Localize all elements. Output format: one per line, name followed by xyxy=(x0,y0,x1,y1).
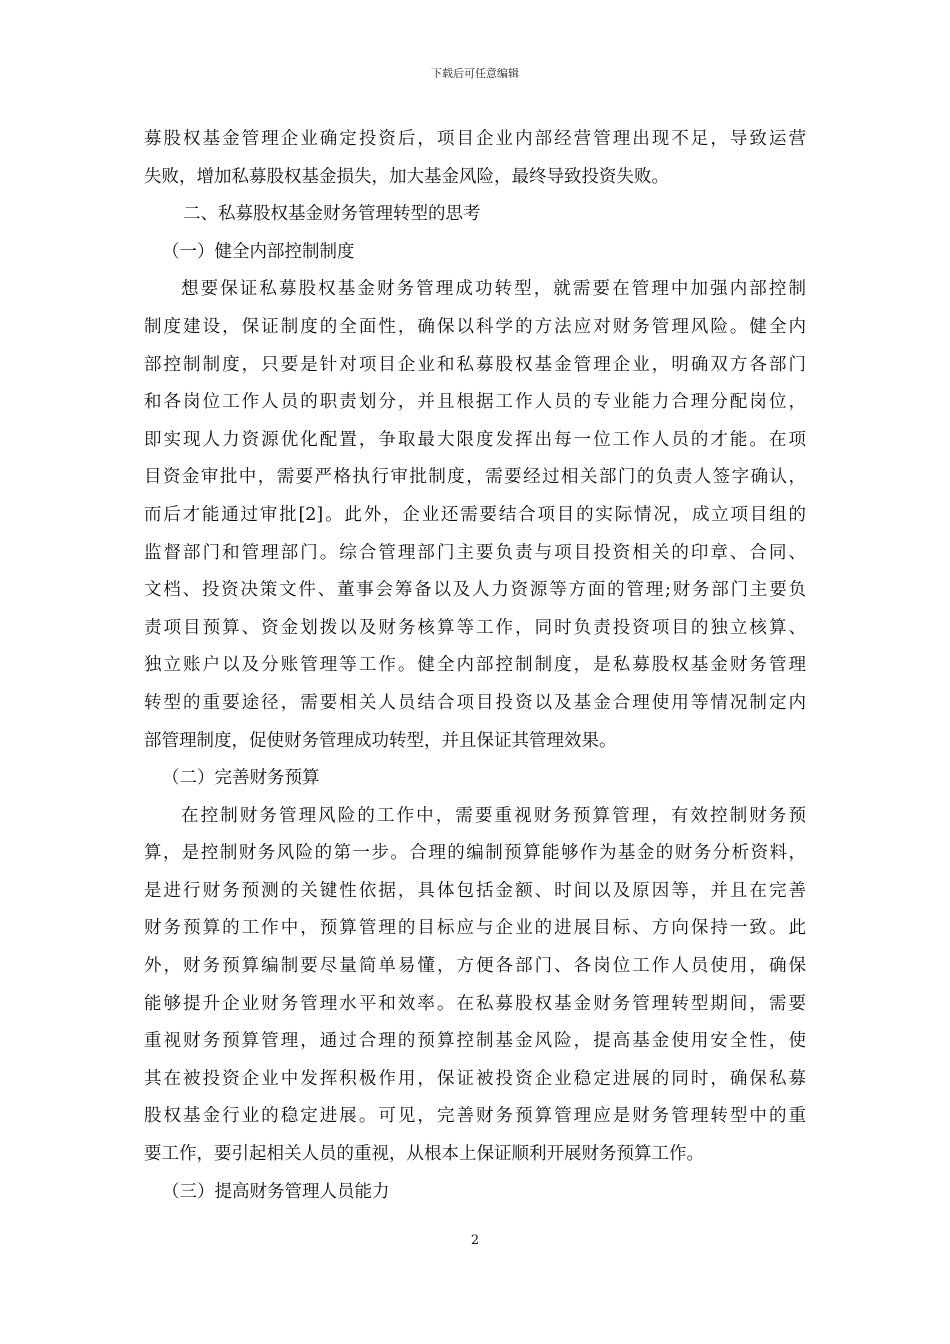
body-line: 独立账户以及分账管理等工作。健全内部控制制度，是私募股权基金财务管理 xyxy=(144,655,806,676)
body-line: 部控制制度，只要是针对项目企业和私募股权基金管理企业，明确双方各部门 xyxy=(144,354,806,375)
body-line: 目资金审批中，需要严格执行审批制度，需要经过相关部门的负责人签字确认， xyxy=(144,467,806,488)
body-line: 监督部门和管理部门。综合管理部门主要负责与项目投资相关的印章、合同、 xyxy=(144,542,806,563)
body-line: 制度建设，保证制度的全面性，确保以科学的方法应对财务管理风险。健全内 xyxy=(144,316,806,337)
body-line: 募股权基金管理企业确定投资后，项目企业内部经营管理出现不足，导致运营 xyxy=(144,129,806,149)
body-line: 要工作，要引起相关人员的重视，从根本上保证顺利开展财务预算工作。 xyxy=(144,1144,704,1165)
body-line: 和各岗位工作人员的职责划分，并且根据工作人员的专业能力合理分配岗位， xyxy=(144,392,806,413)
body-line: 重视财务预算管理，通过合理的预算控制基金风险，提高基金使用安全性，使 xyxy=(144,1031,806,1052)
body-line: 文档、投资决策文件、董事会筹备以及人力资源等方面的管理;财务部门主要负 xyxy=(144,580,806,601)
subsection-heading: （三）提高财务管理人员能力 xyxy=(162,1181,390,1202)
body-line: 失败，增加私募股权基金损失，加大基金风险，最终导致投资失败。 xyxy=(144,166,669,187)
body-line: 而后才能通过审批[2]。此外，企业还需要结合项目的实际情况，成立项目组的 xyxy=(144,504,806,525)
subsection-heading: （二）完善财务预算 xyxy=(162,768,320,789)
body-line: 即实现人力资源优化配置，争取最大限度发挥出每一位工作人员的才能。在项 xyxy=(144,429,806,450)
body-line: 外，财务预算编制要尽量简单易懂，方便各部门、各岗位工作人员使用，确保 xyxy=(144,956,806,977)
page-number: 2 xyxy=(470,1233,480,1248)
body-line: 部管理制度，促使财务管理成功转型，并且保证其管理效果。 xyxy=(144,730,617,751)
body-line: 其在被投资企业中发挥积极作用，保证被投资企业稳定进展的同时，确保私募 xyxy=(144,1068,806,1089)
body-line: 是进行财务预测的关键性依据，具体包括金额、时间以及原因等，并且在完善 xyxy=(144,880,806,901)
body-line: 能够提升企业财务管理水平和效率。在私募股权基金财务管理转型期间，需要 xyxy=(144,993,806,1014)
body-line: 转型的重要途径，需要相关人员结合项目投资以及基金合理使用等情况制定内 xyxy=(144,692,806,713)
subsection-heading: （一）健全内部控制制度 xyxy=(162,241,355,262)
body-line: 在控制财务管理风险的工作中，需要重视财务预算管理，有效控制财务预 xyxy=(181,805,806,826)
body-line: 股权基金行业的稳定进展。可见，完善财务预算管理应是财务管理转型中的重 xyxy=(144,1106,806,1127)
document-body xyxy=(144,121,806,1211)
body-line: 财务预算的工作中，预算管理的目标应与企业的进展目标、方向保持一致。此 xyxy=(144,918,806,939)
body-line: 算，是控制财务风险的第一步。合理的编制预算能够作为基金的财务分析资料， xyxy=(144,843,806,864)
section-heading: 二、私募股权基金财务管理转型的思考 xyxy=(183,204,481,225)
page-header-note: 下载后可任意编辑 xyxy=(431,67,519,80)
body-line: 责项目预算、资金划拨以及财务核算等工作，同时负责投资项目的独立核算、 xyxy=(144,617,806,638)
body-line: 想要保证私募股权基金财务管理成功转型，就需要在管理中加强内部控制 xyxy=(181,279,806,300)
